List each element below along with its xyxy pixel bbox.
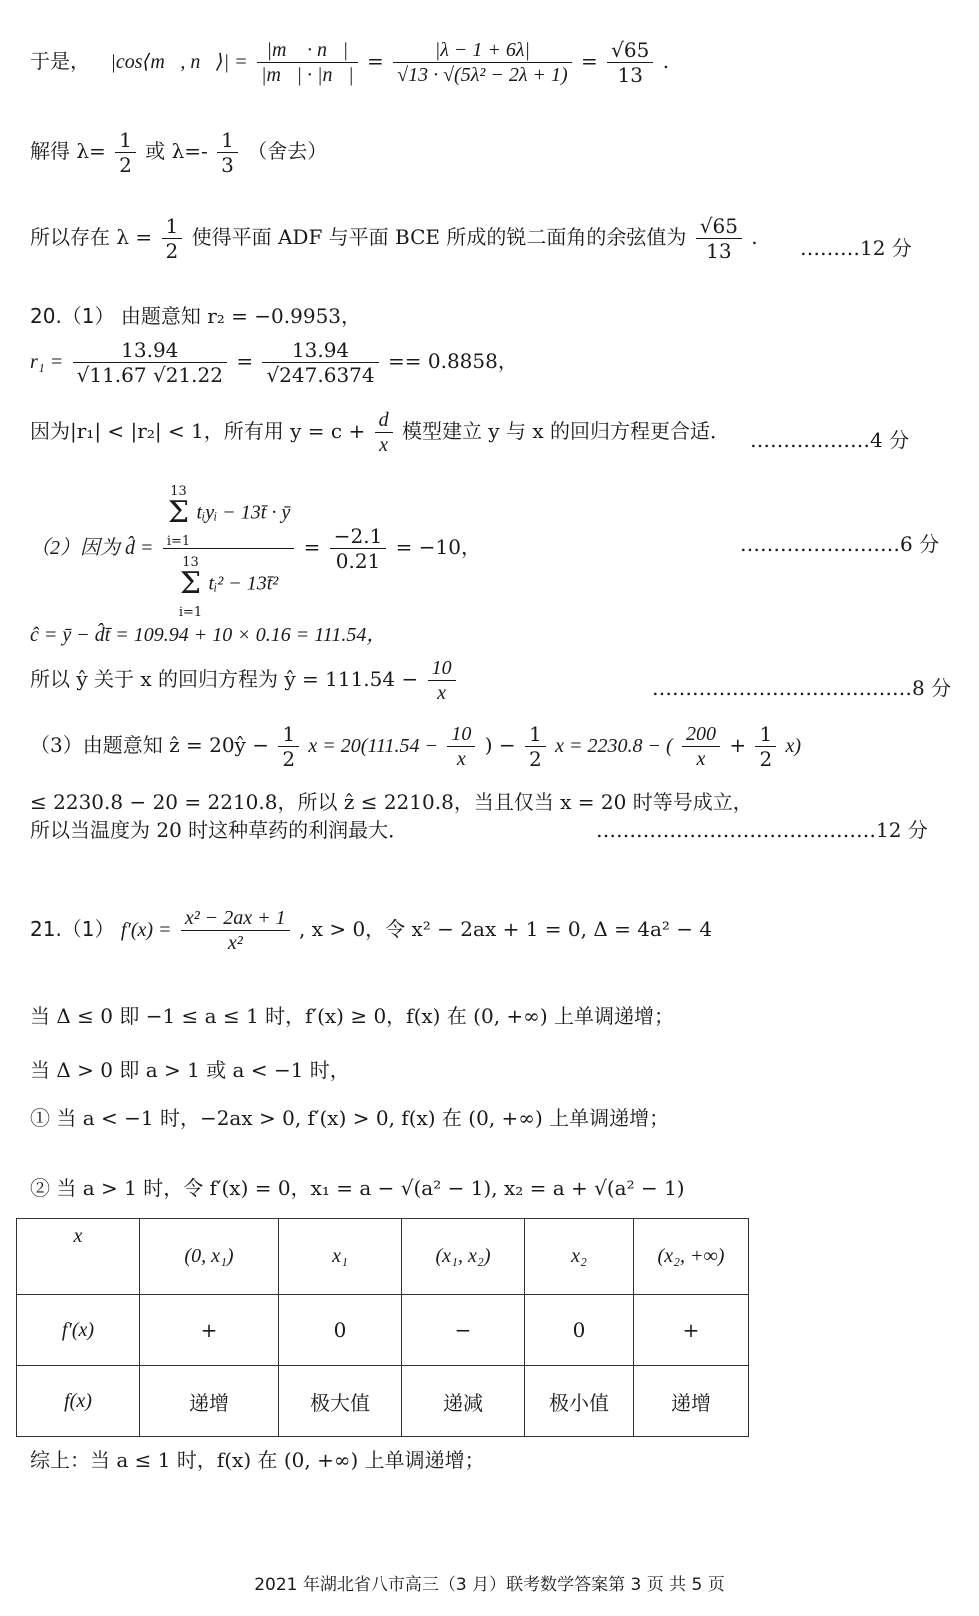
text-segment: 由题意知 r₂ = −0.9953，: [120, 304, 362, 328]
text-segment: == 0.8858，: [387, 349, 518, 373]
text-segment: ) −: [484, 733, 516, 757]
fraction-lambda: [393, 38, 572, 87]
text-segment: 或 λ=-: [145, 139, 208, 163]
fraction-numerator: 13.94: [73, 338, 227, 363]
text-segment: （3）由题意知 ẑ = 20ŷ −: [30, 733, 269, 757]
fraction-sqrt65-over-13: [696, 214, 742, 263]
q20-part2-line: [30, 478, 481, 619]
fraction-r1-b: [262, 338, 378, 387]
text-segment: 所以 ŷ 关于 x 的回归方程为 ŷ = 111.54 −: [30, 667, 419, 691]
fraction-dot-over-norms: [257, 38, 358, 87]
case-delta-gt-zero: 当 Δ > 0 即 a > 1 或 a < −1 时，: [30, 1058, 350, 1082]
table-cell: f(x): [17, 1366, 140, 1437]
fraction-numerator: −2.1: [330, 524, 387, 549]
table-cell: (x₁, x₂): [402, 1219, 525, 1295]
table-cell: (0, x₁): [140, 1219, 279, 1295]
period: .: [662, 49, 670, 73]
regression-line: [30, 656, 459, 705]
fraction-denominator: 2: [119, 153, 132, 177]
fraction-half: [525, 722, 546, 771]
table-cell: 0: [279, 1295, 402, 1366]
table-row-f: [17, 1366, 749, 1437]
fraction-numerator: d: [375, 408, 393, 433]
plus-sign: +: [729, 733, 747, 757]
fraction-200-over-x: [682, 722, 720, 771]
q20-part3-line: [30, 722, 801, 771]
fraction-numerator: x² − 2ax + 1: [181, 906, 290, 931]
fraction-fprime: [181, 906, 290, 955]
fraction-d-hat: [163, 478, 294, 619]
text-segment: 所以存在 λ =: [30, 225, 153, 249]
table-cell: 递增: [140, 1366, 279, 1437]
fraction-denominator: 3: [221, 153, 234, 177]
table-row-header: [17, 1219, 749, 1295]
fraction-denominator: x: [437, 682, 447, 704]
table-cell: +: [634, 1295, 749, 1366]
fraction-result: [607, 38, 653, 87]
fraction-denominator: √13 · √(5λ² − 2λ + 1): [397, 64, 568, 86]
fraction-half: [278, 722, 299, 771]
fraction-numerator: 10: [428, 656, 456, 681]
equals-sign: =: [366, 49, 384, 73]
fraction-numerator: 1: [115, 128, 136, 153]
text-segment: x = 20(111.54 −: [308, 735, 438, 757]
fraction-denominator: √247.6374: [266, 363, 375, 387]
text-prefix: 于是，: [30, 49, 90, 73]
fraction-numerator: 1: [525, 722, 546, 747]
table-cell: x₁: [279, 1219, 402, 1295]
fraction-numerator: 1: [755, 722, 776, 747]
fraction-10-over-x: [447, 722, 475, 771]
sum-upper: 13: [170, 484, 187, 499]
fraction-denominator: 0.21: [335, 549, 381, 573]
fraction-one-half: [115, 128, 136, 177]
fraction-denominator: 2: [282, 747, 296, 771]
denominator-expression: tᵢ² − 13t̄²: [208, 572, 279, 595]
case-delta-le-zero: 当 Δ ≤ 0 即 −1 ≤ a ≤ 1 时，f′(x) ≥ 0，f(x) 在 (0, +∞) 上单调递增；: [30, 1004, 674, 1028]
table-cell: 递减: [402, 1366, 525, 1437]
equals-sign: =: [303, 535, 321, 559]
fraction-values: [330, 524, 387, 573]
period: .: [751, 225, 758, 249]
sum-symbol: 13 Σ i=1: [178, 555, 203, 620]
summary-line: 综上：当 a ≤ 1 时，f(x) 在 (0, +∞) 上单调递增；: [30, 1448, 485, 1472]
fraction-numerator: √65: [607, 38, 653, 63]
score-marker-8: …………………………………8 分: [652, 676, 952, 700]
text-segment: （舍去）: [247, 139, 328, 163]
text-segment: x): [785, 735, 802, 757]
text-segment: x = 2230.8 − (: [555, 735, 673, 757]
fraction-denominator: 2: [528, 747, 542, 771]
table-cell: f′(x): [17, 1295, 140, 1366]
table-cell: 极大值: [279, 1366, 402, 1437]
fraction-numerator: 1: [162, 214, 183, 239]
fraction-numerator: |λ − 1 + 6λ|: [393, 38, 572, 63]
fraction-numerator: 1: [278, 722, 299, 747]
fraction-numerator: [163, 478, 294, 549]
fraction-one-third: [217, 128, 238, 177]
score-marker-4: ………………4 分: [750, 428, 910, 452]
case-a-gt-one: ② 当 a > 1 时，令 f′(x) = 0，x₁ = a − √(a² − 1), x₂ = a + √(a² − 1): [30, 1176, 685, 1200]
score-marker-12b: ……………………………………12 分: [596, 818, 928, 842]
fraction-denominator: |m⃗| · |n⃗|: [261, 64, 354, 86]
table-cell: 0: [525, 1295, 634, 1366]
page-footer: 2021 年湖北省八市高三（3 月）联考数学答案第 3 页 共 5 页: [254, 1575, 725, 1595]
fraction-numerator: |m⃗ · n⃗|: [257, 38, 358, 63]
because-line: [30, 408, 730, 457]
table-cell: +: [140, 1295, 279, 1366]
sum-lower: i=1: [178, 605, 203, 620]
q20-conclusion-line: 所以当温度为 20 时这种草药的利润最大．: [30, 818, 409, 842]
q20-part1-line: [30, 300, 361, 329]
fraction-denominator: x: [696, 748, 706, 770]
table-cell: x: [17, 1219, 140, 1295]
d-hat-label: （2）因为 d̂ =: [30, 537, 154, 559]
text-segment: 因为|r₁| < |r₂| < 1，所有用 y = c +: [30, 419, 366, 443]
table-cell: (x₂, +∞): [634, 1219, 749, 1295]
fraction-denominator: [163, 549, 294, 619]
numerator-expression: tᵢyᵢ − 13t̄ · ȳ: [196, 501, 291, 524]
fraction-denominator: x: [379, 434, 389, 456]
table-row-fprime: [17, 1295, 749, 1366]
cosine-equation-line: [30, 38, 669, 87]
sum-lower: i=1: [166, 534, 191, 549]
c-hat-line: ĉ = ȳ − d̂t̄ = 109.94 + 10 × 0.16 = 111.54，: [30, 624, 387, 646]
conclusion-19-line: [30, 214, 758, 263]
text-segment: , x > 0，令 x² − 2ax + 1 = 0, Δ = 4a² − 4: [298, 917, 713, 941]
fraction-numerator: 200: [682, 722, 720, 747]
fraction-numerator: 1: [217, 128, 238, 153]
table-cell: 递增: [634, 1366, 749, 1437]
cos-lhs: |cos⟨m⃗, n⃗⟩| =: [110, 51, 248, 73]
fraction-numerator: √65: [696, 214, 742, 239]
text-segment: 解得 λ=: [30, 139, 106, 163]
fraction-denominator: 13: [706, 239, 732, 263]
fraction-d-over-x: [375, 408, 393, 457]
text-segment: 使得平面 ADF 与平面 BCE 所成的锐二面角的余弦值为: [191, 225, 687, 249]
fraction-one-half: [162, 214, 183, 263]
fraction-r1-a: [73, 338, 227, 387]
fraction-denominator: x: [456, 748, 466, 770]
fraction-10-over-x: [428, 656, 456, 705]
fraction-denominator: 2: [165, 239, 179, 263]
sign-table: [16, 1218, 749, 1437]
score-marker-6: ……………………6 分: [740, 532, 940, 556]
text-segment: 模型建立 y 与 x 的回归方程更合适．: [401, 419, 730, 443]
score-marker-12: ………12 分: [800, 236, 912, 260]
text-segment: = −10，: [395, 535, 481, 559]
question-label: 20.（1）: [30, 304, 115, 328]
fraction-denominator: 13: [617, 63, 643, 87]
r1-lhs: r₁ =: [30, 351, 64, 373]
solve-lambda-line: [30, 128, 327, 177]
fraction-numerator: 10: [447, 722, 475, 747]
q21-part1-line: [30, 906, 712, 955]
question-label: 21.（1）: [30, 917, 115, 941]
fraction-half: [755, 722, 776, 771]
fraction-denominator: x²: [227, 932, 243, 954]
sum-upper: 13: [182, 555, 199, 570]
equals-sign: =: [581, 49, 598, 73]
sum-symbol: 13 Σ i=1: [166, 484, 191, 549]
inequality-line: ≤ 2230.8 − 20 = 2210.8，所以 ẑ ≤ 2210.8，当且仅当 x = 20 时等号成立，: [30, 790, 753, 814]
fraction-denominator: 2: [759, 747, 773, 771]
case-a-lt-minus-one: ① 当 a < −1 时，−2ax > 0, f′(x) > 0, f(x) 在 (0, +∞) 上单调递增；: [30, 1106, 670, 1130]
table-cell: x₂: [525, 1219, 634, 1295]
table-cell: 极小值: [525, 1366, 634, 1437]
fraction-denominator: √11.67 √21.22: [76, 363, 223, 387]
fprime-lhs: f′(x) =: [120, 919, 172, 941]
equals-sign: =: [236, 349, 254, 373]
r1-equation-line: [30, 338, 518, 387]
fraction-numerator: 13.94: [262, 338, 378, 363]
table-cell: −: [402, 1295, 525, 1366]
